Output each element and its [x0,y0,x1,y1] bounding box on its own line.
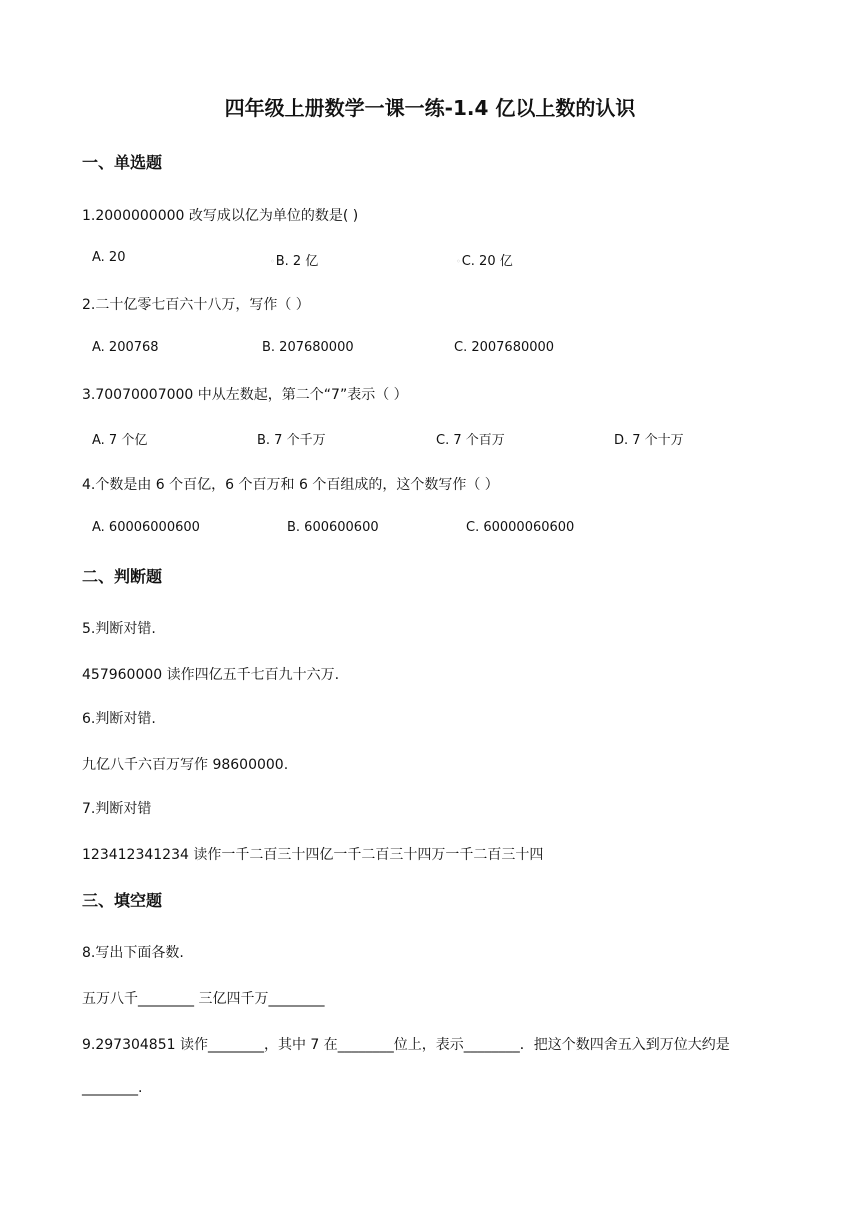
question-5: 5.判断对错. [82,621,156,637]
question-9: 9.297304851 读作________，其中 7 在________位上，表示________．把这个数四舍五入到万位大约是 [82,1037,730,1053]
bullet-icon: ◦ [270,257,275,266]
q3-option-c: C. 7 个百万 [436,433,505,448]
q3-option-a: A. 7 个亿 [92,433,148,448]
question-4: 4.个数是由 6 个百亿，6 个百万和 6 个百组成的，这个数写作（ ） [82,477,499,493]
question-6-statement: 九亿八千六百万写作 98600000. [82,757,289,773]
section-heading-single-choice: 一、单选题 [82,153,163,172]
question-1: 1.2000000000 改写成以亿为单位的数是( ) [82,208,359,224]
question-2: 2.二十亿零七百六十八万，写作（ ） [82,297,310,313]
q4-option-a: A. 60006000600 [92,520,200,535]
q4-option-b: B. 600600600 [287,520,379,535]
question-7: 7.判断对错 [82,801,152,817]
q1-option-a: A. 20 [92,250,126,265]
bullet-icon: ◦ [456,257,461,266]
q2-option-a: A. 200768 [92,340,159,355]
q1-option-c-text: C. 20 亿 [461,254,513,269]
q1-option-b-text: B. 2 亿 [275,254,319,269]
q4-option-c: C. 60000060600 [466,520,575,535]
question-8-blanks: 五万八千________ 三亿四千万________ [82,991,325,1007]
section-heading-fill-in: 三、填空题 [82,891,163,910]
q3-option-b: B. 7 个千万 [257,433,326,448]
question-9-continuation: ________. [82,1080,143,1096]
question-8: 8.写出下面各数. [82,945,184,961]
section-heading-true-false: 二、判断题 [82,567,163,586]
question-3: 3.70070007000 中从左数起，第二个“7”表示（ ） [82,387,408,403]
q1-option-b [270,250,318,269]
question-6: 6.判断对错. [82,711,156,727]
question-7-statement: 123412341234 读作一千二百三十四亿一千二百三十四万一千二百三十四 [82,847,544,863]
question-5-statement: 457960000 读作四亿五千七百九十六万. [82,667,340,683]
page-title: 四年级上册数学一课一练-1.4 亿以上数的认识 [224,96,636,120]
q3-option-d: D. 7 个十万 [614,433,684,448]
q2-option-c: C. 2007680000 [454,340,555,355]
q1-option-c [456,250,513,269]
q2-option-b: B. 207680000 [262,340,354,355]
